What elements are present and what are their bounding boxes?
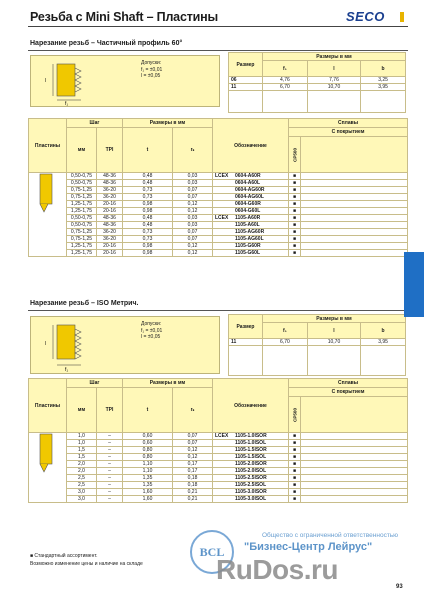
designation-code: 1105-AG60R: [235, 229, 265, 235]
tpi-cell: –: [97, 468, 123, 475]
tpi-cell: 36-20: [97, 236, 123, 243]
table-row: [29, 187, 408, 194]
rs-cell: 0,07: [173, 229, 213, 236]
section-tab-marker: [404, 252, 424, 317]
designation-cell: [213, 468, 289, 475]
mm-cell: 0,75-1,25: [67, 187, 97, 194]
empty-cell: [301, 447, 408, 454]
rs-cell: 0,07: [173, 187, 213, 194]
insert-profile-drawing: [41, 58, 111, 106]
mark-cell: ■: [289, 496, 301, 503]
inserts-table-1: [28, 118, 408, 257]
empty-cell: [301, 187, 408, 194]
mm-cell: 0,50-0,75: [67, 215, 97, 222]
empty-cell: [301, 496, 408, 503]
mark-cell: ■: [289, 482, 301, 489]
table-row: [29, 229, 408, 236]
t-cell: 0,73: [123, 236, 173, 243]
rs-cell: 0,12: [173, 208, 213, 215]
tpi-cell: 20-16: [97, 208, 123, 215]
t-cell: 0,98: [123, 243, 173, 250]
designation-code: 1105-1.5ISOR: [235, 447, 267, 453]
col-grade-cp500: CP500: [289, 137, 301, 173]
t-cell: 1,60: [123, 489, 173, 496]
designation-prefix: LCEX: [215, 215, 229, 221]
insert-profile-drawing: [41, 319, 111, 373]
table-row: [29, 236, 408, 243]
table-row: [29, 173, 408, 180]
rs-cell: 0,03: [173, 215, 213, 222]
watermark-bcl-logo: BCL: [190, 530, 234, 574]
designation-cell: [213, 454, 289, 461]
rs-cell: 0,12: [173, 243, 213, 250]
table-row: [29, 243, 408, 250]
designation-cell: [213, 229, 289, 236]
empty-cell: [301, 250, 408, 257]
table-row: 06 4,76 7,76 3,25: [229, 77, 406, 84]
col-b: b: [361, 323, 406, 339]
mm-cell: 0,50-0,75: [67, 180, 97, 187]
designation-cell: [213, 433, 289, 440]
tpi-cell: 48-36: [97, 173, 123, 180]
mark-cell: ■: [289, 243, 301, 250]
empty-cell: [301, 208, 408, 215]
mark-cell: ■: [289, 187, 301, 194]
t-cell: 0,48: [123, 222, 173, 229]
tpi-cell: –: [97, 489, 123, 496]
tpi-cell: –: [97, 454, 123, 461]
t-cell: 1,10: [123, 468, 173, 475]
section-title-iso-metric: Нарезание резьб – ISO Метрич.: [30, 300, 139, 307]
col-f1: f₁: [263, 61, 308, 77]
t-cell: 0,48: [123, 180, 173, 187]
designation-cell: [213, 236, 289, 243]
empty-cell: [301, 173, 408, 180]
designation-cell: [213, 173, 289, 180]
designation-code: 1105-2.5ISOL: [235, 482, 267, 488]
designation-cell: [213, 222, 289, 229]
col-grade-cp500: CP500: [289, 397, 301, 433]
table-row: [29, 194, 408, 201]
mm-cell: 0,75-1,25: [67, 229, 97, 236]
designation-code: 1105-G60R: [235, 243, 261, 249]
designation-code: 1105-2.5ISOR: [235, 475, 267, 481]
t-cell: 0,73: [123, 194, 173, 201]
mm-cell: 0,75-1,25: [67, 236, 97, 243]
section-divider: [28, 310, 408, 311]
mark-cell: ■: [289, 489, 301, 496]
table-row: 11 6,70 10,70 3,95: [229, 339, 406, 346]
table-row: [29, 250, 408, 257]
tpi-cell: 36-20: [97, 187, 123, 194]
mark-cell: ■: [289, 454, 301, 461]
empty-cell: [301, 201, 408, 208]
mark-cell: ■: [289, 208, 301, 215]
col-coated: С покрытием: [289, 128, 408, 137]
col-dims-group: Размеры в мм: [263, 53, 406, 61]
rs-cell: 0,21: [173, 496, 213, 503]
t-cell: 0,73: [123, 229, 173, 236]
mm-cell: 0,75-1,25: [67, 194, 97, 201]
col-plates: Пластины: [29, 379, 67, 433]
mark-cell: ■: [289, 194, 301, 201]
mm-cell: 2,5: [67, 475, 97, 482]
table-row: [29, 208, 408, 215]
empty-cell: [301, 433, 408, 440]
section-divider: [28, 50, 408, 51]
t-cell: 0,73: [123, 187, 173, 194]
tolerance-f1: f₁ = ±0,01: [141, 66, 163, 73]
col-t: t: [123, 128, 173, 173]
designation-cell: [213, 180, 289, 187]
designation-code: 1105-1.0ISOL: [235, 440, 267, 446]
designation-cell: [213, 482, 289, 489]
col-t: t: [123, 388, 173, 433]
watermark-company-line2: "Бизнес-Центр Лейрус": [244, 541, 373, 553]
t-cell: 1,35: [123, 475, 173, 482]
designation-code: 0604-A60L: [235, 180, 261, 186]
tpi-cell: –: [97, 461, 123, 468]
dimension-table-2: [228, 314, 406, 376]
table-row: [29, 222, 408, 229]
empty-cell: [301, 243, 408, 250]
t-cell: 0,48: [123, 215, 173, 222]
table-row: [29, 433, 408, 440]
designation-cell: [213, 187, 289, 194]
col-designation: Обозначение: [213, 379, 289, 433]
designation-code: 1105-3.0ISOR: [235, 489, 267, 495]
t-cell: 1,35: [123, 482, 173, 489]
rs-cell: 0,21: [173, 489, 213, 496]
empty-cell: [301, 229, 408, 236]
mm-cell: 1,0: [67, 440, 97, 447]
mark-cell: ■: [289, 229, 301, 236]
t-cell: 0,80: [123, 454, 173, 461]
t-cell: 0,48: [123, 173, 173, 180]
t-cell: 1,10: [123, 461, 173, 468]
designation-cell: [213, 489, 289, 496]
col-mm: мм: [67, 128, 97, 173]
t-cell: 0,80: [123, 447, 173, 454]
designation-cell: [213, 208, 289, 215]
svg-text:l: l: [45, 78, 47, 84]
tpi-cell: –: [97, 496, 123, 503]
tpi-cell: 36-20: [97, 229, 123, 236]
mm-cell: 0,50-0,75: [67, 222, 97, 229]
col-l: l: [307, 323, 360, 339]
designation-code: 0604-A60R: [235, 173, 261, 179]
table-row: 11 6,70 10,70 3,95: [229, 84, 406, 91]
mm-cell: 2,0: [67, 468, 97, 475]
tpi-cell: 48-36: [97, 215, 123, 222]
mm-cell: 3,0: [67, 489, 97, 496]
designation-prefix: LCEX: [215, 433, 229, 439]
tpi-cell: 48-36: [97, 180, 123, 187]
col-tpi: TPI: [97, 128, 123, 173]
watermark-site: RuDos.ru: [216, 554, 338, 585]
rs-cell: 0,12: [173, 201, 213, 208]
designation-cell: [213, 250, 289, 257]
designation-code: 1105-2.0ISOL: [235, 468, 267, 474]
tpi-cell: 20-16: [97, 250, 123, 257]
mark-cell: ■: [289, 461, 301, 468]
empty-cell: [301, 440, 408, 447]
empty-cell: [301, 468, 408, 475]
designation-cell: [213, 440, 289, 447]
watermark-company-line1: Общество с ограниченной ответственностью: [262, 532, 399, 539]
t-cell: 0,98: [123, 208, 173, 215]
designation-cell: [213, 475, 289, 482]
designation-prefix: LCEX: [215, 173, 229, 179]
table-row: [29, 461, 408, 468]
rs-cell: 0,12: [173, 447, 213, 454]
legend-standard-range: ■ Стандартный ассортимент.: [30, 553, 98, 559]
mm-cell: 2,0: [67, 461, 97, 468]
insert-drawing-panel: [30, 316, 220, 374]
t-cell: 0,60: [123, 440, 173, 447]
table-row: [29, 201, 408, 208]
mark-cell: ■: [289, 173, 301, 180]
mm-cell: 1,5: [67, 454, 97, 461]
tpi-cell: –: [97, 447, 123, 454]
inserts-table-2: [28, 378, 408, 503]
table-row: [29, 489, 408, 496]
table-row: [29, 496, 408, 503]
mark-cell: ■: [289, 475, 301, 482]
designation-code: 1105-G60L: [235, 250, 261, 256]
col-b: b: [361, 61, 406, 77]
mm-cell: 1,25-1,75: [67, 201, 97, 208]
designation-code: 1105-1.0ISOR: [235, 433, 267, 439]
svg-text:l: l: [45, 341, 47, 347]
col-mm: мм: [67, 388, 97, 433]
tpi-cell: –: [97, 475, 123, 482]
price-note: Возможно изменение цены и наличие на складе: [30, 561, 143, 567]
rs-cell: 0,12: [173, 250, 213, 257]
mark-cell: ■: [289, 222, 301, 229]
designation-cell: [213, 461, 289, 468]
tpi-cell: –: [97, 482, 123, 489]
rs-cell: 0,07: [173, 194, 213, 201]
rs-cell: 0,12: [173, 454, 213, 461]
page-title: Резьба с Mini Shaft – Пластины: [30, 10, 218, 24]
mm-cell: 1,5: [67, 447, 97, 454]
designation-code: 1105-AG60L: [235, 236, 264, 242]
col-rs: rₛ: [173, 388, 213, 433]
empty-cell: [301, 236, 408, 243]
mm-cell: 3,0: [67, 496, 97, 503]
table-row: [29, 468, 408, 475]
rs-cell: 0,18: [173, 475, 213, 482]
empty-cell: [301, 461, 408, 468]
designation-code: 0604-G60R: [235, 201, 261, 207]
designation-code: 0604-AG60L: [235, 194, 264, 200]
table-row: [29, 475, 408, 482]
rs-cell: 0,07: [173, 236, 213, 243]
mm-cell: 1,25-1,75: [67, 250, 97, 257]
col-pitch: Шаг: [67, 119, 123, 128]
mm-cell: 0,50-0,75: [67, 173, 97, 180]
empty-cell: [301, 215, 408, 222]
rs-cell: 0,07: [173, 440, 213, 447]
tolerance-l: l = ±0,05: [141, 73, 161, 80]
logo-accent-bar: [400, 12, 404, 22]
svg-text:f₁: f₁: [65, 101, 69, 106]
tolerance-title: Допуски:: [141, 60, 162, 66]
table-row: [29, 215, 408, 222]
mark-cell: ■: [289, 433, 301, 440]
designation-code: 0604-AG60R: [235, 187, 265, 193]
tpi-cell: 36-20: [97, 194, 123, 201]
tpi-cell: 20-16: [97, 201, 123, 208]
dimension-table-1: [228, 52, 406, 113]
iso-metric-insert-icon: [36, 432, 58, 476]
col-f1: f₁: [263, 323, 308, 339]
designation-cell: [213, 194, 289, 201]
designation-cell: [213, 201, 289, 208]
mm-cell: 1,25-1,75: [67, 208, 97, 215]
tolerance-title: Допуски:: [141, 321, 162, 327]
mark-cell: ■: [289, 236, 301, 243]
col-plates: Пластины: [29, 119, 67, 173]
mark-cell: ■: [289, 215, 301, 222]
empty-cell: [301, 180, 408, 187]
designation-code: 1105-3.0ISOL: [235, 496, 267, 502]
designation-code: 1105-2.0ISOR: [235, 461, 267, 467]
mark-cell: ■: [289, 440, 301, 447]
tolerance-f1: f₁ = ±0,01: [141, 327, 163, 334]
header-divider: [28, 26, 408, 27]
mark-cell: ■: [289, 447, 301, 454]
col-tpi: TPI: [97, 388, 123, 433]
col-pitch: Шаг: [67, 379, 123, 388]
rs-cell: 0,17: [173, 461, 213, 468]
empty-cell: [301, 454, 408, 461]
empty-cell: [301, 222, 408, 229]
section-title-partial-profile: Нарезание резьб – Частичный профиль 60°: [30, 40, 183, 47]
col-coated: С покрытием: [289, 388, 408, 397]
designation-cell: [213, 447, 289, 454]
partial-profile-insert-icon: [36, 172, 58, 216]
t-cell: 1,60: [123, 496, 173, 503]
tpi-cell: 48-36: [97, 222, 123, 229]
rs-cell: 0,03: [173, 180, 213, 187]
svg-text:f₁: f₁: [65, 367, 69, 373]
insert-drawing-panel: [30, 55, 220, 107]
rs-cell: 0,03: [173, 222, 213, 229]
col-designation: Обозначение: [213, 119, 289, 173]
table-row: [29, 454, 408, 461]
tpi-cell: 20-16: [97, 243, 123, 250]
table-row: [29, 447, 408, 454]
empty-cell: [301, 194, 408, 201]
rs-cell: 0,18: [173, 482, 213, 489]
rs-cell: 0,03: [173, 173, 213, 180]
t-cell: 0,98: [123, 201, 173, 208]
col-size: Размер: [229, 315, 263, 339]
rs-cell: 0,07: [173, 433, 213, 440]
col-alloys: Сплавы: [289, 379, 408, 388]
designation-cell: [213, 243, 289, 250]
mark-cell: ■: [289, 468, 301, 475]
col-alloys: Сплавы: [289, 119, 408, 128]
t-cell: 0,60: [123, 433, 173, 440]
mark-cell: ■: [289, 180, 301, 187]
tpi-cell: –: [97, 433, 123, 440]
empty-cell: [301, 489, 408, 496]
rs-cell: 0,17: [173, 468, 213, 475]
designation-code: 1105-A60L: [235, 222, 260, 228]
designation-code: 1105-1.5ISOL: [235, 454, 267, 460]
col-dims-group: Размеры в мм: [263, 315, 406, 323]
designation-cell: [213, 215, 289, 222]
col-l: l: [307, 61, 360, 77]
col-rs: rₛ: [173, 128, 213, 173]
tpi-cell: –: [97, 440, 123, 447]
brand-logo: SECO: [346, 9, 385, 24]
empty-cell: [301, 482, 408, 489]
t-cell: 0,98: [123, 250, 173, 257]
table-row: [29, 180, 408, 187]
designation-code: 0604-G60L: [235, 208, 261, 214]
designation-cell: [213, 496, 289, 503]
col-dims: Размеры в мм: [123, 379, 213, 388]
mm-cell: 1,0: [67, 433, 97, 440]
mm-cell: 1,25-1,75: [67, 243, 97, 250]
mark-cell: ■: [289, 250, 301, 257]
table-row: [29, 440, 408, 447]
mm-cell: 2,5: [67, 482, 97, 489]
mark-cell: ■: [289, 201, 301, 208]
col-size: Размер: [229, 53, 263, 77]
designation-code: 1105-A60R: [235, 215, 261, 221]
tolerance-l: l = ±0,05: [141, 334, 161, 341]
page-number: 93: [396, 584, 403, 590]
table-row: [29, 482, 408, 489]
empty-cell: [301, 475, 408, 482]
col-dims: Размеры в мм: [123, 119, 213, 128]
